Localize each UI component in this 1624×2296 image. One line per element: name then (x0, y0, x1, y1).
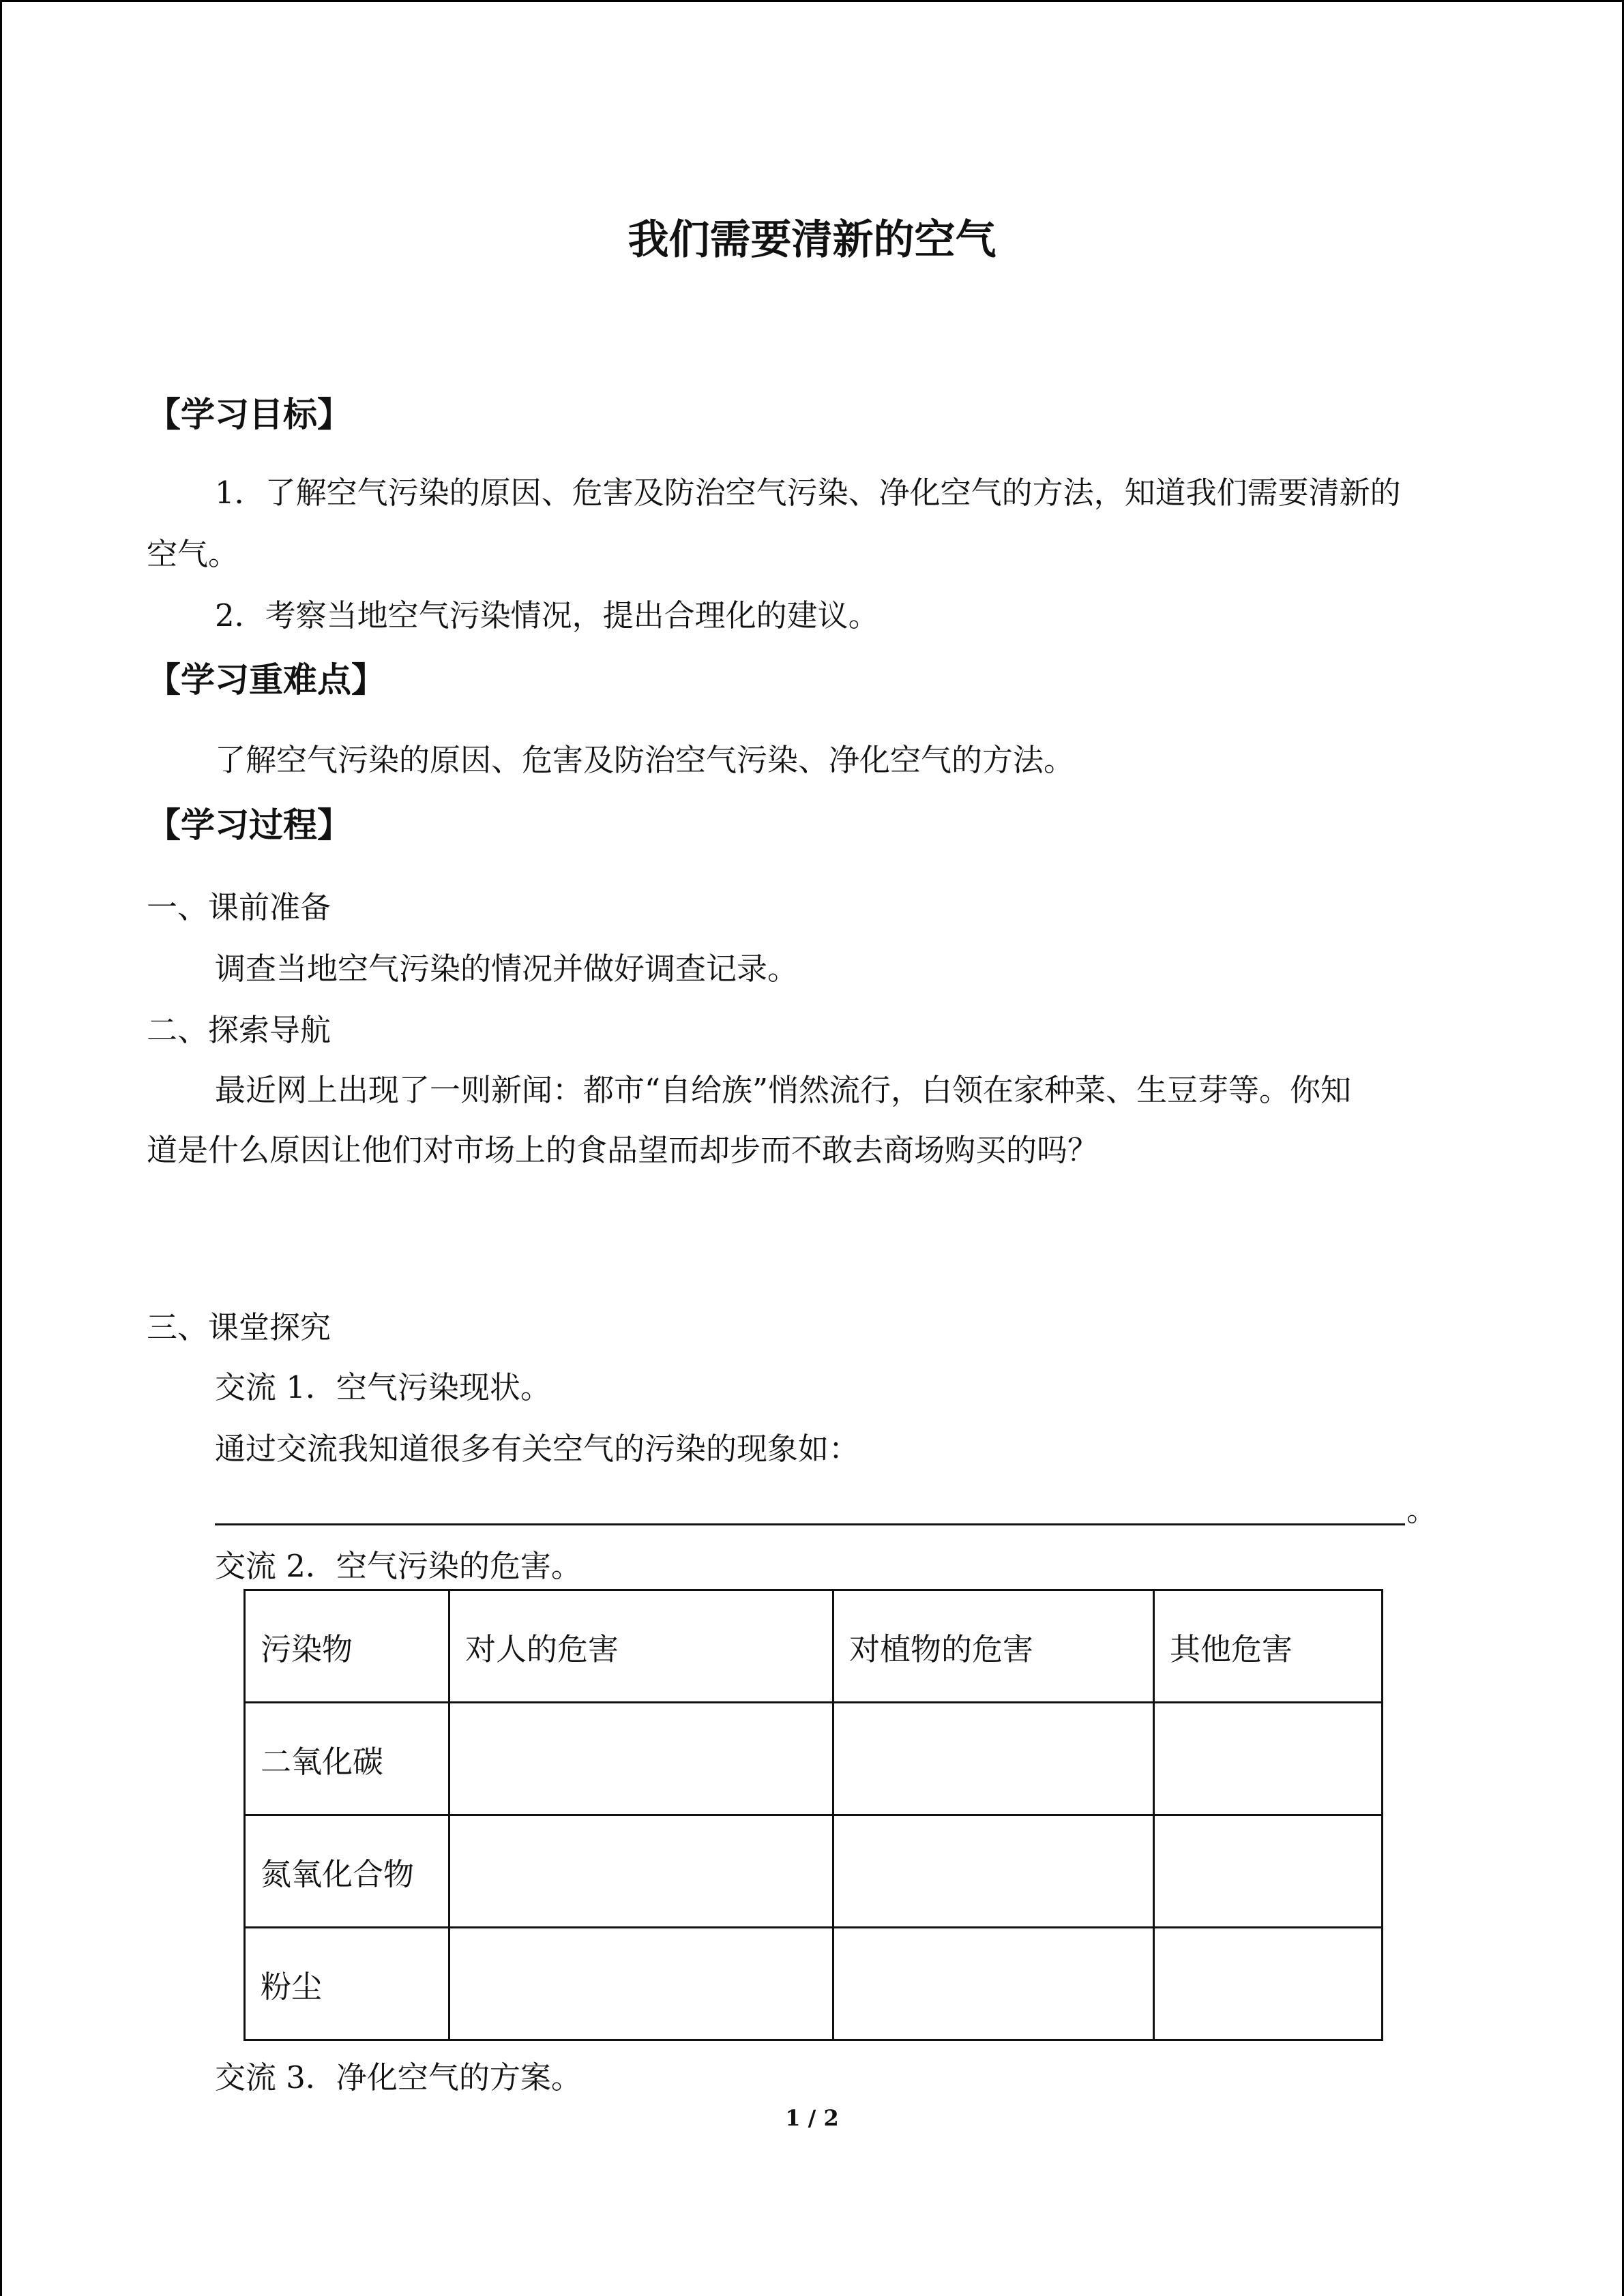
table-header-cell: 对植物的危害 (833, 1590, 1154, 1703)
table-cell-pollutant: 氮氧化合物 (245, 1815, 449, 1928)
section-2-title: 二、探索导航 (147, 1012, 331, 1048)
goal-2: 2．考察当地空气污染情况，提出合理化的建议。 (215, 597, 879, 633)
key-points-heading: 【学习重难点】 (147, 660, 385, 700)
exchange-3: 交流 3．净化空气的方案。 (215, 2059, 582, 2096)
table-cell (1154, 1703, 1383, 1815)
table-cell (1154, 1815, 1383, 1928)
page-title: 我们需要清新的空气 (628, 216, 996, 264)
table-header-row (245, 1590, 1383, 1703)
table-cell (833, 1815, 1154, 1928)
blank-end-punctuation: 。 (1406, 1492, 1438, 1528)
table-cell (1154, 1928, 1383, 2040)
table-row (245, 1928, 1383, 2040)
table-row (245, 1815, 1383, 1928)
table-cell (449, 1928, 833, 2040)
section-1-title: 一、课前准备 (147, 889, 331, 925)
goal-1-line1: 1．了解空气污染的原因、危害及防治空气污染、净化空气的方法，知道我们需要清新的 (215, 475, 1401, 511)
goals-heading: 【学习目标】 (147, 395, 351, 434)
page-number: 1 / 2 (785, 2105, 839, 2131)
section-2-line1: 最近网上出现了一则新闻：都市“自给族”悄然流行，白领在家种菜、生豆芽等。你知 (215, 1072, 1352, 1108)
key-points-text: 了解空气污染的原因、危害及防治空气污染、净化空气的方法。 (215, 742, 1075, 778)
table-cell (833, 1928, 1154, 2040)
exchange-1-prompt: 通过交流我知道很多有关空气的污染的现象如： (215, 1431, 860, 1467)
table-cell-pollutant: 粉尘 (245, 1928, 449, 2040)
table-cell (833, 1703, 1154, 1815)
table-cell (449, 1815, 833, 1928)
table-header-cell: 对人的危害 (449, 1590, 833, 1703)
pollutant-hazard-table (243, 1589, 1383, 2041)
process-heading: 【学习过程】 (147, 805, 351, 845)
answer-blank-line (215, 1523, 1405, 1525)
section-2-line2: 道是什么原因让他们对市场上的食品望而却步而不敢去商场购买的吗？ (147, 1132, 1099, 1168)
table-header-cell: 污染物 (245, 1590, 449, 1703)
table-cell-pollutant: 二氧化碳 (245, 1703, 449, 1815)
table-row (245, 1703, 1383, 1815)
section-3-title: 三、课堂探究 (147, 1309, 331, 1345)
page-border-left (0, 0, 2, 2296)
goal-1-line2: 空气。 (147, 536, 239, 572)
exchange-1: 交流 1．空气污染现状。 (215, 1369, 551, 1405)
table-cell (449, 1703, 833, 1815)
page-border-top (0, 0, 1624, 2)
exchange-2: 交流 2．空气污染的危害。 (215, 1548, 582, 1584)
table-header-cell: 其他危害 (1154, 1590, 1383, 1703)
section-1-text: 调查当地空气污染的情况并做好调查记录。 (215, 951, 799, 987)
